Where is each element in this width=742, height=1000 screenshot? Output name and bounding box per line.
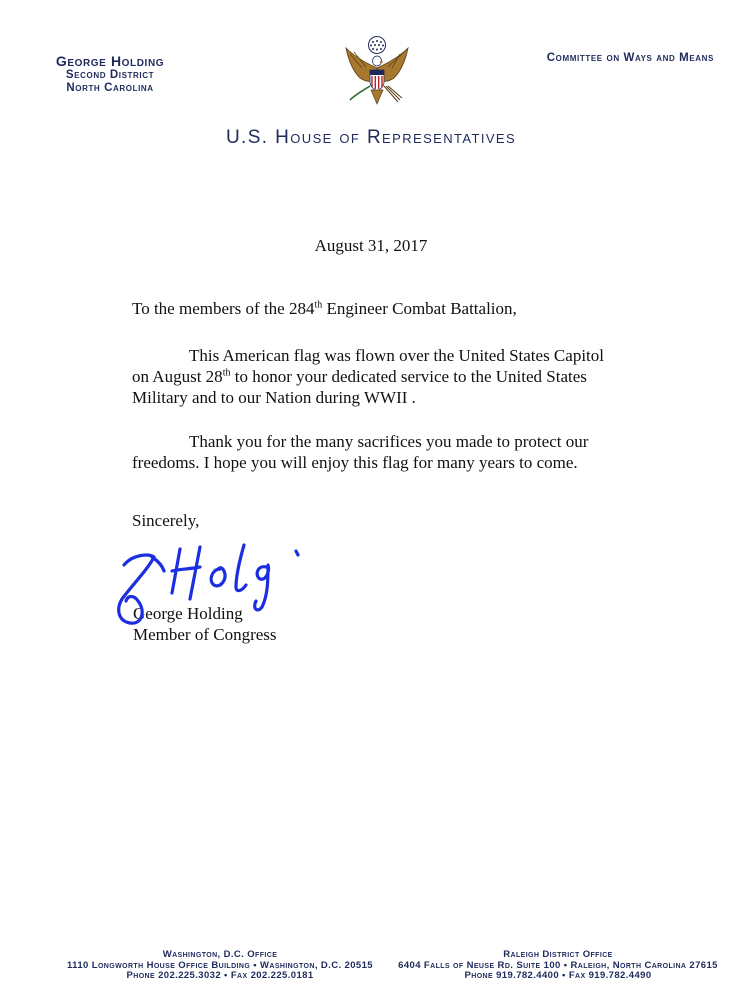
house-title: U.S. House of Representatives: [225, 127, 517, 148]
footer-raleigh-phone: Phone 919.782.4400 • Fax 919.782.4490: [464, 970, 652, 981]
paragraph-flag-ordinal: th: [222, 367, 231, 379]
paragraph-flag-text-end: to honor your dedicated service to the United States Military and to our Nation during WWII .: [132, 367, 587, 407]
salutation-ordinal: th: [314, 299, 323, 311]
great-seal-eagle-icon: [340, 34, 414, 114]
footer-dc-address: 1110 Longworth House Office Building • Washington, D.C. 20515: [67, 959, 373, 971]
paragraph-flag-text: This American flag was flown over the United States Capitol on August 28: [132, 346, 604, 386]
paragraph-thanks: [132, 431, 622, 473]
salutation-text-end: Engineer Combat Battalion,: [322, 299, 517, 318]
salutation: [132, 299, 517, 319]
footer-raleigh-office: [388, 950, 728, 982]
member-block: [40, 54, 180, 95]
letter-date: August 31, 2017: [314, 236, 428, 255]
member-name: George Holding: [55, 53, 165, 69]
footer-dc-phone: Phone 202.225.3032 • Fax 202.225.0181: [126, 970, 314, 981]
footer-dc-title: Washington, D.C. Office: [162, 949, 278, 960]
footer-raleigh-title: Raleigh District Office: [503, 949, 613, 960]
member-district: Second District: [65, 69, 155, 81]
closing: Sincerely,: [132, 511, 200, 530]
footer-dc-office: [60, 950, 380, 982]
footer-raleigh-address: 6404 Falls of Neuse Rd. Suite 100 • Raleigh, North Carolina 27615: [398, 959, 718, 971]
handwritten-signature: [108, 535, 328, 635]
signer-name: George Holding: [133, 604, 243, 623]
committee-name: Committee on Ways and Means: [546, 52, 714, 64]
paragraph-thanks-text: Thank you for the many sacrifices you made to protect our freedoms. I hope you will enjoy this flag for many years to come.: [132, 432, 589, 472]
salutation-text: To the members of the 284: [132, 299, 315, 318]
paragraph-flag: [132, 345, 622, 408]
member-state: North Carolina: [66, 82, 154, 94]
signer-title: Member of Congress: [133, 625, 277, 644]
